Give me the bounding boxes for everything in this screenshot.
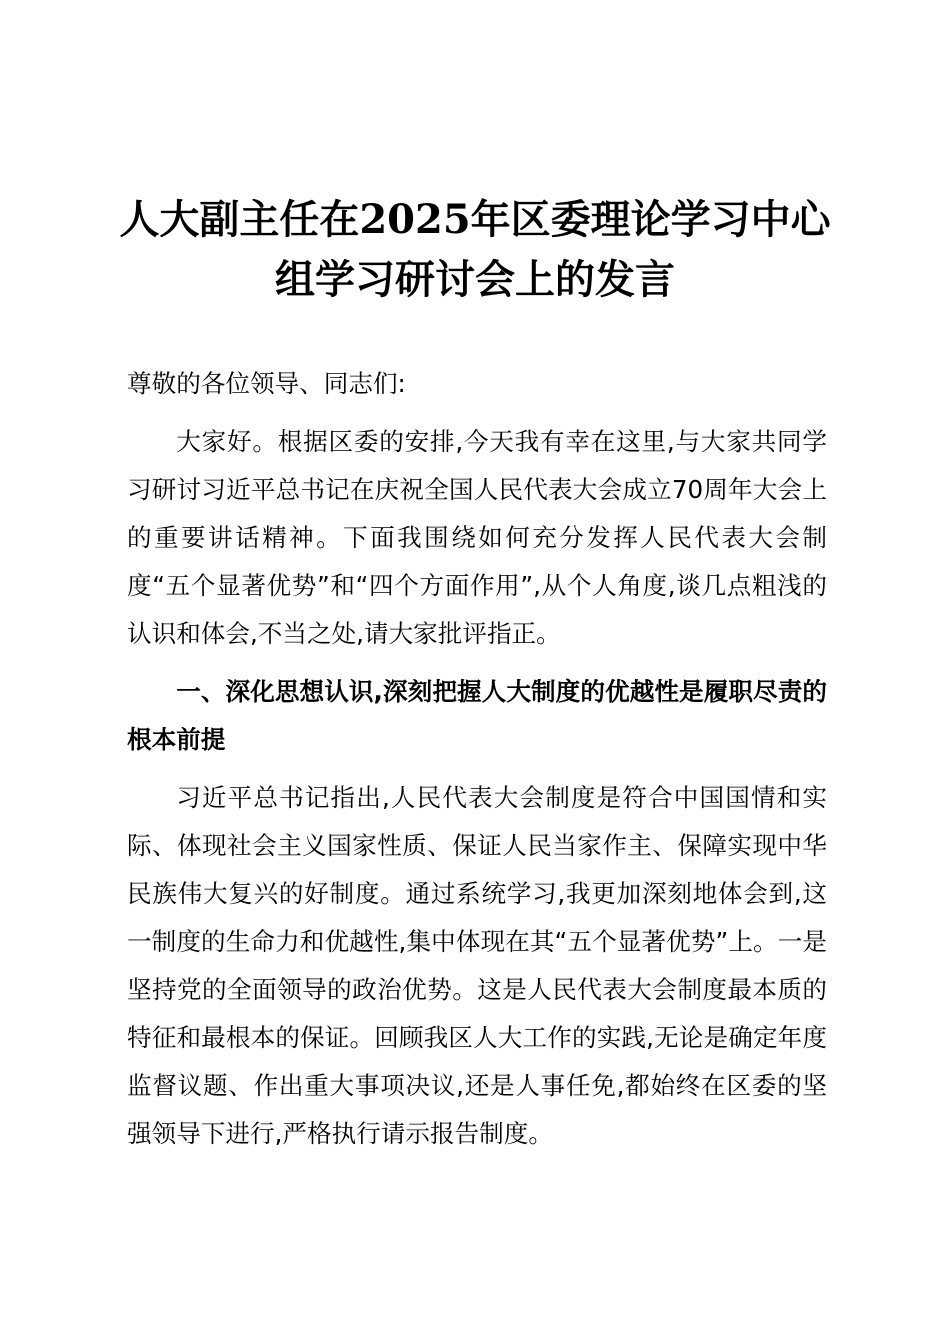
- section-1-heading: 一、深化思想认识,深刻把握人大制度的优越性是履职尽责的根本前提: [127, 677, 827, 754]
- title-line-2: 组学习研讨会上的发言: [275, 256, 675, 303]
- document-body: [127, 360, 827, 1168]
- title-line-1: 人大副主任在2025年区委理论学习中心: [119, 196, 831, 243]
- intro-paragraph: 大家好。根据区委的安排,今天我有幸在这里,与大家共同学习研讨习近平总书记在庆祝全国人民代表大会成立70周年大会上的重要讲话精神。下面我围绕如何充分发挥人民代表大会制度“五个显著优势”和“四个方面作用”,从个人角度,谈几点粗浅的认识和体会,不当之处,请大家批评指正。: [127, 427, 827, 648]
- salutation: 尊敬的各位领导、同志们:: [127, 369, 406, 398]
- section-1-paragraph: 习近平总书记指出,人民代表大会制度是符合中国国情和实际、体现社会主义国家性质、保证人民当家作主、保障实现中华民族伟大复兴的好制度。通过系统学习,我更加深刻地体会到,这一制度的生命力和优越性,集中体现在其“五个显著优势”上。一是坚持党的全面领导的政治优势。这是人民代表大会制度最本质的特征和最根本的保证。回顾我区人大工作的实践,无论是确定年度监督议题、作出重大事项决议,还是人事任免,都始终在区委的坚强领导下进行,严格执行请示报告制度。: [127, 783, 827, 1148]
- document-title: [100, 190, 850, 310]
